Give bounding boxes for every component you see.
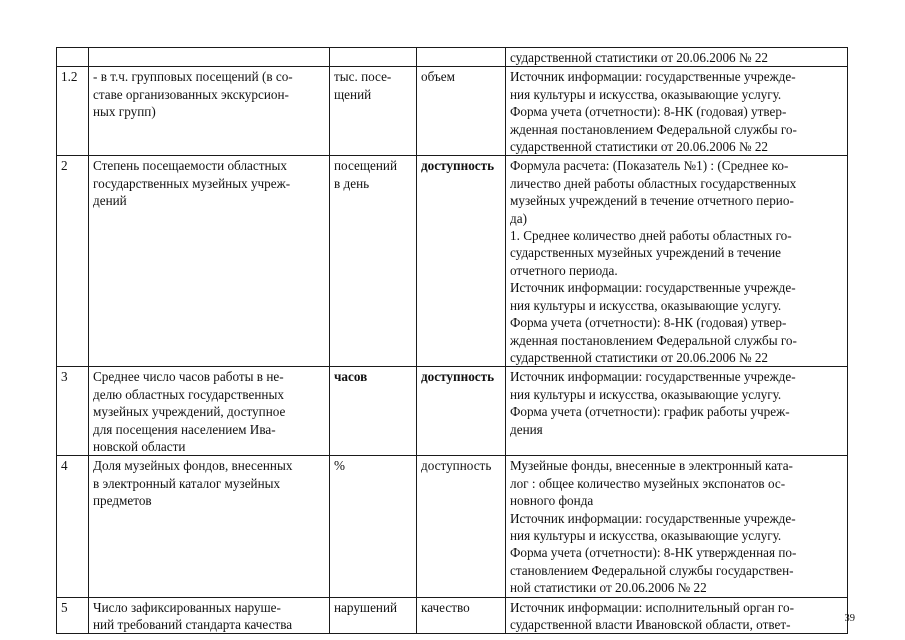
row-number-cell: 4 bbox=[57, 456, 89, 597]
indicator-name-line: Доля музейных фондов, внесенных bbox=[93, 458, 293, 474]
description-line: ния культуры и искусства, оказывающие услугу. bbox=[510, 86, 782, 102]
table-row bbox=[57, 156, 848, 367]
unit-cell bbox=[330, 367, 417, 456]
description-cell bbox=[506, 456, 848, 597]
table-row bbox=[57, 48, 848, 67]
indicator-name-line: музейных учреждений, доступное bbox=[93, 404, 286, 420]
indicator-name-line: для посещения населением Ива- bbox=[93, 421, 276, 437]
indicator-type-cell bbox=[417, 48, 506, 67]
indicator-name-line: Степень посещаемости областных bbox=[93, 158, 288, 174]
unit-line: % bbox=[334, 458, 345, 474]
indicator-name-cell bbox=[89, 367, 330, 456]
description-line: жденная постановлением Федеральной службы го- bbox=[510, 121, 797, 137]
description-line: лог : общее количество музейных экспонатов ос- bbox=[510, 475, 786, 491]
unit-line: тыс. посе- bbox=[334, 69, 392, 85]
indicator-name-line: Среднее число часов работы в не- bbox=[93, 369, 284, 385]
description-line: сударственной статистики от 20.06.2006 № 22 bbox=[510, 139, 769, 155]
description-line: сударственной статистики от 20.06.2006 № 22 bbox=[510, 349, 769, 365]
indicator-name-line: ставе организованных экскурсион- bbox=[93, 86, 289, 102]
unit-cell bbox=[330, 456, 417, 597]
description-cell bbox=[506, 367, 848, 456]
description-line: ния культуры и искусства, оказывающие услугу. bbox=[510, 297, 782, 313]
description-line: Источник информации: исполнительный орган го- bbox=[510, 599, 794, 615]
indicator-name-line: дений bbox=[93, 193, 127, 209]
description-line: Форма учета (отчетности): 8-НК (годовая) утвер- bbox=[510, 104, 787, 120]
indicator-name-line: государственных музейных учреж- bbox=[93, 175, 291, 191]
unit-cell bbox=[330, 156, 417, 367]
indicator-type-cell: доступность bbox=[417, 456, 506, 597]
indicator-name-line: предметов bbox=[93, 493, 152, 509]
indicator-name-line: ных групп) bbox=[93, 104, 156, 120]
row-number-cell: 2 bbox=[57, 156, 89, 367]
indicator-name-line: ний требований стандарта качества bbox=[93, 617, 293, 632]
unit-line: нарушений bbox=[334, 599, 398, 615]
description-line: Форма учета (отчетности): график работы учреж- bbox=[510, 404, 790, 420]
unit-cell bbox=[330, 48, 417, 67]
description-line: Источник информации: государственные учрежде- bbox=[510, 369, 796, 385]
table-row bbox=[57, 597, 848, 634]
description-cell bbox=[506, 597, 848, 634]
description-line: сударственных музейных учреждений в течение bbox=[510, 245, 782, 261]
description-line: 1. Среднее количество дней работы областных го- bbox=[510, 228, 792, 244]
indicator-name-cell bbox=[89, 48, 330, 67]
table-row bbox=[57, 367, 848, 456]
description-line: Форма учета (отчетности): 8-НК утвержденная по- bbox=[510, 545, 797, 561]
unit-line: в день bbox=[334, 175, 370, 191]
description-line: дения bbox=[510, 421, 543, 437]
unit-line: часов bbox=[334, 369, 368, 385]
indicator-name-line: делю областных государственных bbox=[93, 386, 284, 402]
table-row bbox=[57, 456, 848, 597]
row-number-cell: 5 bbox=[57, 597, 89, 634]
description-line: новного фонда bbox=[510, 493, 594, 509]
indicator-name-line: в электронный каталог музейных bbox=[93, 475, 281, 491]
description-line: Форма учета (отчетности): 8-НК (годовая) утвер- bbox=[510, 315, 787, 331]
description-line: ния культуры и искусства, оказывающие услугу. bbox=[510, 527, 782, 543]
indicator-type-cell: качество bbox=[417, 597, 506, 634]
description-cell bbox=[506, 67, 848, 156]
description-line: становлением Федеральной службы государствен- bbox=[510, 562, 794, 578]
indicator-name-line: Число зафиксированных наруше- bbox=[93, 599, 281, 615]
row-number-cell bbox=[57, 48, 89, 67]
indicator-type-cell: доступность bbox=[417, 156, 506, 367]
description-line: Источник информации: государственные учрежде- bbox=[510, 69, 796, 85]
page-number: 39 bbox=[844, 613, 855, 624]
table-body bbox=[57, 48, 848, 634]
description-line: жденная постановлением Федеральной службы го- bbox=[510, 332, 797, 348]
description-line: личество дней работы областных государственных bbox=[510, 175, 797, 191]
row-number-cell: 1.2 bbox=[57, 67, 89, 156]
unit-line: щений bbox=[334, 86, 372, 102]
indicator-name-cell bbox=[89, 597, 330, 634]
description-cell bbox=[506, 156, 848, 367]
table-row bbox=[57, 67, 848, 156]
description-line: сударственной власти Ивановской области, ответ- bbox=[510, 617, 791, 632]
indicators-table bbox=[56, 47, 848, 634]
indicator-name-line: - в т.ч. групповых посещений (в со- bbox=[93, 69, 293, 85]
indicator-type-cell: объем bbox=[417, 67, 506, 156]
description-line: Источник информации: государственные учрежде- bbox=[510, 280, 796, 296]
indicator-name-line: новской области bbox=[93, 438, 186, 454]
description-line: Источник информации: государственные учрежде- bbox=[510, 510, 796, 526]
row-number-cell: 3 bbox=[57, 367, 89, 456]
indicator-name-cell bbox=[89, 456, 330, 597]
indicator-type-cell: доступность bbox=[417, 367, 506, 456]
indicator-name-cell bbox=[89, 156, 330, 367]
description-line: ной статистики от 20.06.2006 № 22 bbox=[510, 580, 707, 596]
description-line: ния культуры и искусства, оказывающие услугу. bbox=[510, 386, 782, 402]
description-line: отчетного периода. bbox=[510, 262, 618, 278]
description-line: музейных учреждений в течение отчетного перио- bbox=[510, 193, 794, 209]
description-line: Музейные фонды, внесенные в электронный ката- bbox=[510, 458, 793, 474]
indicator-name-cell bbox=[89, 67, 330, 156]
description-line: Формула расчета: (Показатель №1) : (Среднее ко- bbox=[510, 158, 789, 174]
unit-cell bbox=[330, 67, 417, 156]
description-line: сударственной статистики от 20.06.2006 № 22 bbox=[510, 50, 769, 65]
description-cell bbox=[506, 48, 848, 67]
description-line: да) bbox=[510, 210, 527, 226]
unit-line: посещений bbox=[334, 158, 398, 174]
unit-cell bbox=[330, 597, 417, 634]
